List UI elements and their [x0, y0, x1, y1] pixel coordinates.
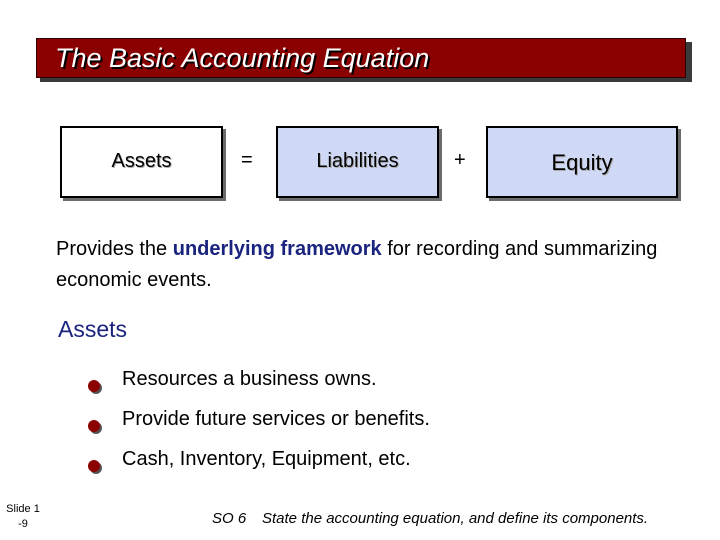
- assets-heading: Assets: [58, 316, 128, 342]
- slide-number-line2: -9: [18, 518, 28, 530]
- study-objective-number: SO 6: [212, 510, 247, 527]
- equals-sign: =: [241, 149, 253, 171]
- slide-title: The Basic Accounting Equation: [55, 43, 430, 73]
- liabilities-box: [276, 126, 439, 198]
- bullet-text: Cash, Inventory, Equipment, etc.: [122, 448, 411, 470]
- equity-box-label: Equity: [551, 150, 613, 175]
- assets-box-label: Assets: [111, 150, 172, 172]
- assets-box: [60, 126, 223, 198]
- description-text-before: Provides the: [56, 238, 173, 260]
- equity-box: [486, 126, 678, 198]
- description-highlight: underlying framework: [172, 238, 382, 260]
- slide-number: [6, 502, 40, 532]
- title-bar: [36, 38, 686, 78]
- bullet-text: Resources a business owns.: [122, 368, 377, 390]
- description-paragraph: [56, 234, 696, 296]
- liabilities-box-label: Liabilities: [316, 150, 399, 172]
- bullet-dot-icon: [88, 380, 100, 392]
- bullet-dot-icon: [88, 420, 100, 432]
- plus-sign: +: [454, 149, 466, 171]
- study-objective-text: State the accounting equation, and define its components.: [262, 510, 649, 527]
- bullet-dot-icon: [88, 460, 100, 472]
- bullet-text: Provide future services or benefits.: [122, 408, 430, 430]
- slide-number-line1: Slide 1: [6, 503, 40, 515]
- description-text-after: for recording and summarizing economic events.: [56, 238, 658, 291]
